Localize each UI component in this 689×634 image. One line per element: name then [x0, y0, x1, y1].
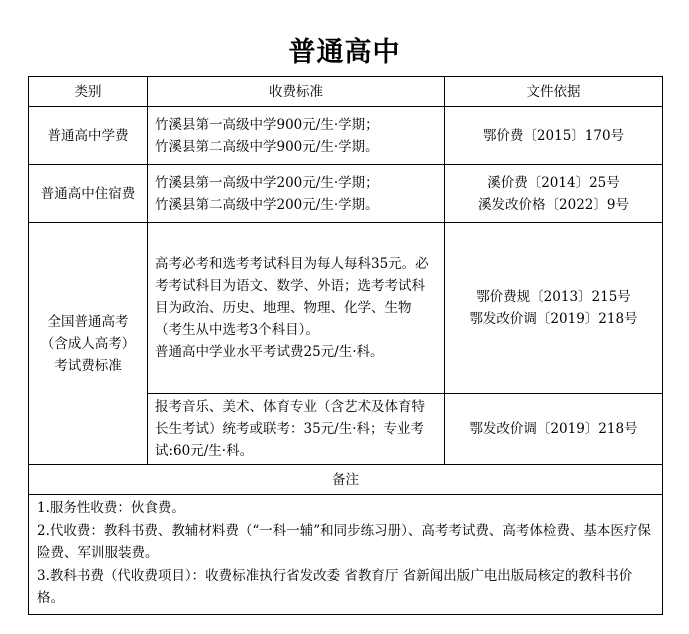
- table-header-row: [29, 77, 663, 107]
- basis-line: 鄂发改价调〔2019〕218号: [469, 421, 638, 437]
- basis-line: 溪发改价格〔2022〕9号: [478, 196, 629, 213]
- row-category: 全国普通高考（含成人高考）考试费标准: [29, 223, 148, 465]
- standard-line: 普通高中学业水平考试费25元/生·科。: [155, 344, 384, 360]
- standard-line: 报考音乐、美术、体育专业（含艺术及体育特长生考试）统考或联考：35元/生·科；专业考试:60元/生·科。: [155, 399, 425, 459]
- row-standard: [148, 107, 445, 165]
- basis-line: 溪价费〔2014〕25号: [487, 174, 620, 191]
- basis-line: 鄂价费规〔2013〕215号: [476, 289, 631, 305]
- row-category: 普通高中住宿费: [29, 165, 148, 223]
- header-basis: 文件依据: [445, 77, 663, 107]
- standard-line: 竹溪县第二高级中学200元/生·学期。: [155, 196, 379, 213]
- notes-row: [29, 495, 663, 615]
- note-item: 1.服务性收费：伙食费。: [37, 500, 185, 516]
- standard-line: 竹溪县第一高级中学200元/生·学期；: [155, 174, 379, 191]
- header-category: 类别: [29, 77, 148, 107]
- notes-content: [29, 495, 663, 615]
- table-row: [29, 223, 663, 394]
- notes-title: 备注: [29, 465, 663, 495]
- table-row: [29, 107, 663, 165]
- row-category: 普通高中学费: [29, 107, 148, 165]
- row-standard: [148, 223, 445, 394]
- standard-line: 竹溪县第二高级中学900元/生·学期。: [155, 138, 379, 155]
- table-row: [29, 165, 663, 223]
- row-basis: [445, 165, 663, 223]
- row-standard: [148, 394, 445, 465]
- basis-line: 鄂价费〔2015〕170号: [482, 127, 625, 144]
- row-basis: [445, 223, 663, 394]
- note-item: 3.教科书费（代收费项目）：收费标准执行省发改委 省教育厅 省新闻出版广电出版局核定的教科书价格。: [37, 567, 633, 606]
- row-basis: [445, 394, 663, 465]
- standard-line: 高考必考和选考考试科目为每人每科35元。必考考试科目为语文、数学、外语；选考考试科目为政治、历史、地理、物理、化学、生物（考生从中选考3个科目）。: [155, 256, 429, 338]
- page-title: 普通高中: [288, 37, 401, 68]
- fee-table: [28, 76, 663, 615]
- basis-line: 鄂发改价调〔2019〕218号: [469, 311, 638, 327]
- notes-header-row: [29, 465, 663, 495]
- note-item: 2.代收费：教科书费、教辅材料费（“一科一辅”和同步练习册）、高考考试费、高考体检费、基本医疗保险费、军训服装费。: [37, 522, 651, 561]
- header-standard: 收费标准: [148, 77, 445, 107]
- row-standard: [148, 165, 445, 223]
- standard-line: 竹溪县第一高级中学900元/生·学期；: [155, 116, 379, 133]
- row-basis: [445, 107, 663, 165]
